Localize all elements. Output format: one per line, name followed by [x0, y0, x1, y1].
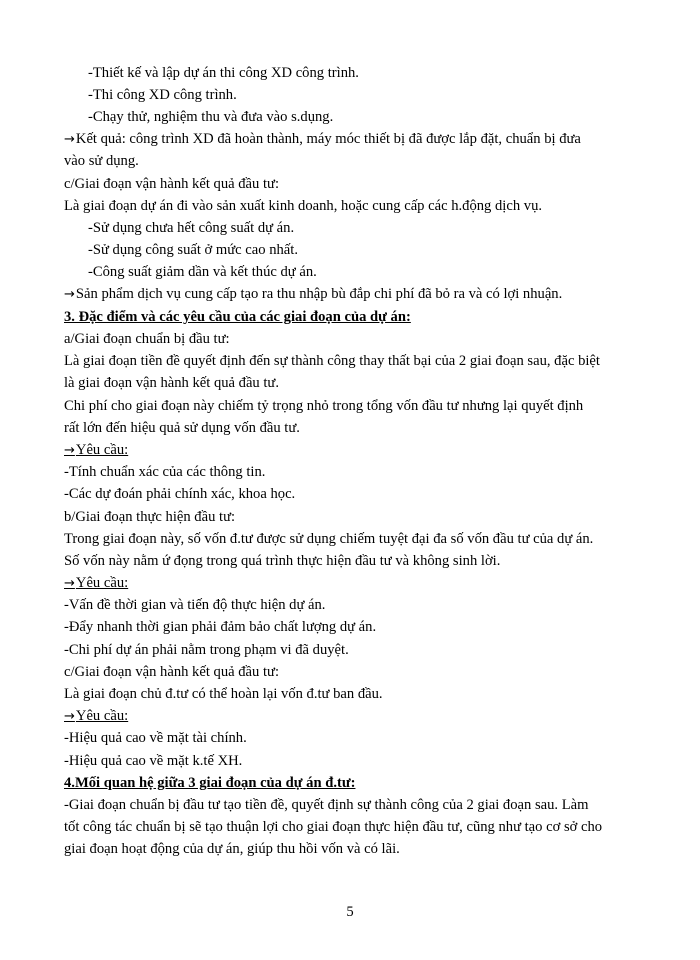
requirement-heading [64, 574, 128, 593]
text-line: Trong giai đoạn này, số vốn đ.tư được sử dụng chiếm tuyệt đại đa số vốn đầu tư của dự án. [64, 531, 594, 547]
text-line: -Sử dụng chưa hết công suất dự án. [88, 220, 295, 236]
arrow-right-icon: → [64, 132, 75, 147]
text-line [64, 285, 562, 304]
text-line: -Các dự đoán phải chính xác, khoa học. [64, 486, 296, 502]
section-heading: c/Giai đoạn vận hành kết quả đầu tư: [64, 664, 279, 680]
arrow-right-icon: → [64, 287, 75, 302]
section-heading: b/Giai đoạn thực hiện đầu tư: [64, 509, 236, 525]
text-line: Số vốn này nằm ứ đọng trong quá trình thực hiện đầu tư và không sinh lời. [64, 553, 501, 569]
text-line-content: Kết quả: công trình XD đã hoàn thành, máy móc thiết bị đã được lắp đặt, chuẩn bị đưa [75, 131, 581, 147]
text-line: -Vấn đề thời gian và tiến độ thực hiện dự án. [64, 597, 326, 613]
text-line: -Sử dụng công suất ở mức cao nhất. [88, 242, 298, 258]
text-line-content: Yêu cầu: [75, 442, 129, 458]
requirement-heading [64, 441, 128, 460]
text-line: rất lớn đến hiệu quả sử dụng vốn đầu tư. [64, 420, 300, 436]
text-line: Chi phí cho giai đoạn này chiếm tỷ trọng nhỏ trong tổng vốn đầu tư nhưng lại quyết định [64, 398, 584, 414]
text-line: -Tính chuẩn xác của các thông tin. [64, 464, 266, 480]
section-heading: 3. Đặc điểm và các yêu cầu của các giai đoạn của dự án: [64, 309, 411, 325]
arrow-right-icon: → [64, 709, 75, 724]
text-line: -Chi phí dự án phải nằm trong phạm vi đã duyệt. [64, 642, 349, 658]
text-line: -Đẩy nhanh thời gian phải đảm bảo chất lượng dự án. [64, 619, 377, 635]
page-number: 5 [346, 904, 354, 920]
text-line: -Công suất giảm dần và kết thúc dự án. [88, 264, 317, 280]
text-line: -Thi công XD công trình. [88, 87, 237, 103]
section-heading: 4.Mối quan hệ giữa 3 giai đoạn của dự án đ.tư: [64, 775, 356, 791]
text-line-content: Yêu cầu: [75, 708, 129, 724]
text-line: Là giai đoạn tiền đề quyết định đến sự thành công thay thất bại của 2 giai đoạn sau, đặc biệt [64, 353, 600, 369]
text-line: -Giai đoạn chuẩn bị đầu tư tạo tiền đề, quyết định sự thành công của 2 giai đoạn sau. Làm [64, 797, 589, 813]
text-line: là giai đoạn vận hành kết quả đầu tư. [64, 375, 279, 391]
arrow-right-icon: → [64, 443, 75, 458]
arrow-right-icon: → [64, 576, 75, 591]
text-line: tốt công tác chuẩn bị sẽ tạo thuận lợi cho giai đoạn thực hiện đầu tư, cũng như tạo cơ sở cho [64, 819, 603, 835]
text-line: -Thiết kế và lập dự án thi công XD công trình. [88, 65, 359, 81]
text-line: Là giai đoạn dự án đi vào sản xuất kinh doanh, hoặc cung cấp các h.động dịch vụ. [64, 198, 543, 214]
text-line: vào sử dụng. [64, 153, 139, 169]
text-line: -Hiệu quả cao về mặt tài chính. [64, 730, 247, 746]
text-line: -Chạy thử, nghiệm thu và đưa vào s.dụng. [88, 109, 334, 125]
text-line: -Hiệu quả cao về mặt k.tế XH. [64, 753, 243, 769]
text-line: giai đoạn hoạt động của dự án, giúp thu hồi vốn và có lãi. [64, 841, 400, 857]
section-heading: a/Giai đoạn chuẩn bị đầu tư: [64, 331, 230, 347]
text-line-content: Sản phẩm dịch vụ cung cấp tạo ra thu nhập bù đắp chi phí đã bỏ ra và có lợi nhuận. [75, 286, 563, 302]
requirement-heading [64, 707, 128, 726]
section-heading: c/Giai đoạn vận hành kết quả đầu tư: [64, 176, 279, 192]
text-line [64, 130, 581, 149]
text-line: Là giai đoạn chủ đ.tư có thể hoàn lại vốn đ.tư ban đầu. [64, 686, 383, 702]
text-line-content: Yêu cầu: [75, 575, 129, 591]
